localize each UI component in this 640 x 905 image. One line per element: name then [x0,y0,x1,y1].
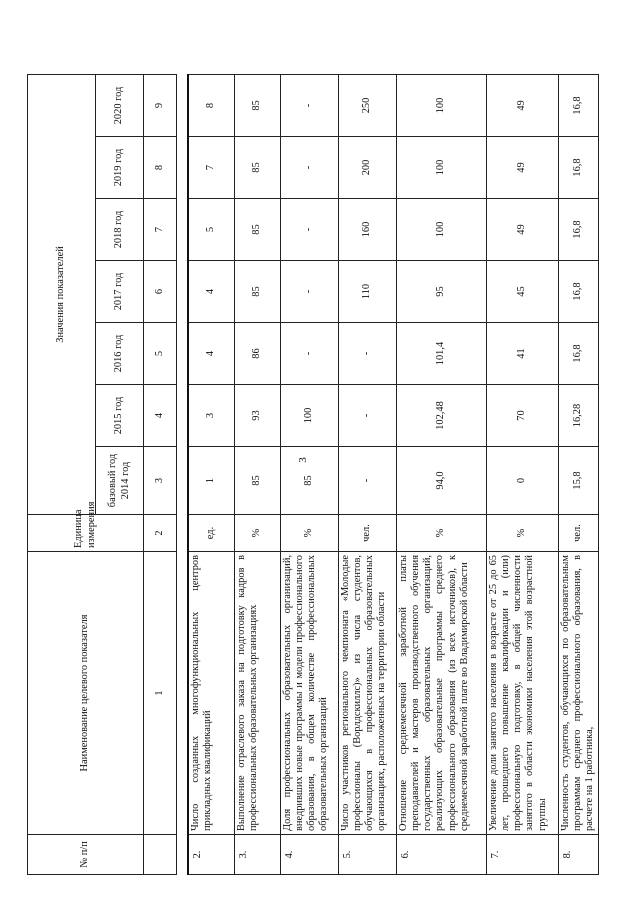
unit-cell: % [396,515,486,552]
indicators-table [27,12,599,875]
col-number: 3 [144,447,177,515]
unit-cell: % [280,515,338,552]
row-number: 5. [338,835,396,875]
value-cell: 100 [280,385,338,447]
value-cell: 16,8 [558,137,598,199]
col-number: 7 [144,199,177,261]
indicator-name: Доля профессиональных образовательных организаций, внедривших новые программы и модели профессионального образования, в общем количестве профессиональных образовательных организаций [280,552,338,835]
indicator-name: Число созданных многофункциональных центров прикладных квалификаций [188,552,234,835]
row-number: 6. [396,835,486,875]
header-year: 2019 год [96,137,144,199]
value-cell: 4 [188,261,234,323]
unit-cell: чел. [558,515,598,552]
header-year: 2015 год [96,385,144,447]
unit-cell: % [486,515,558,552]
value-cell: - [280,199,338,261]
header-name: Наименование целевого показателя [28,552,144,835]
col-number: 6 [144,261,177,323]
value-cell: 85 [234,447,280,515]
value-cell: 8 [188,74,234,136]
value-cell: 7 [188,137,234,199]
table-row [188,12,234,874]
value-cell: 94,0 [396,447,486,515]
header-base-year: базовый год 2014 год [96,447,144,515]
value-cell: 93 [234,385,280,447]
col-number: 4 [144,385,177,447]
table-row [558,12,598,874]
value-cell: 85 [280,447,338,515]
col-number: 5 [144,323,177,385]
table-row [486,12,558,874]
col-number: 8 [144,137,177,199]
header-year: 2018 год [96,199,144,261]
value-cell: 16,8 [558,74,598,136]
value-cell: 85 [234,74,280,136]
col-number: 2 [144,515,177,552]
indicator-name: Выполнение отраслевого заказа на подготовку кадров в профессиональных образовательных организациях [234,552,280,835]
value-cell: 100 [396,199,486,261]
table-row [234,12,280,874]
unit-cell: чел. [338,515,396,552]
table-row [396,12,486,874]
row-number: 2. [188,835,234,875]
table-row [280,12,338,874]
value-cell: - [280,323,338,385]
value-cell: 1 [188,447,234,515]
row-number: 7. [486,835,558,875]
value-cell: 16,8 [558,323,598,385]
value-cell: 16,8 [558,261,598,323]
value-cell: 100 [396,74,486,136]
page-number: 3 [296,457,309,463]
value-cell: 70 [486,385,558,447]
value-cell: 95 [396,261,486,323]
value-cell: 16,8 [558,199,598,261]
rotated-page [27,13,613,875]
value-cell: 86 [234,323,280,385]
value-cell: 100 [396,137,486,199]
value-cell: 200 [338,137,396,199]
value-cell: - [280,137,338,199]
value-cell: 85 [234,137,280,199]
row-number: 3. [234,835,280,875]
indicator-name: Увеличение доли занятого населения в возрасте от 25 до 65 лет, прошедшего повышение квалификации и (или) профессиональную подготовку, в общей численности занятого в области экономики населения этой возрастной группы [486,552,558,835]
value-cell: 5 [188,199,234,261]
unit-cell: ед. [188,515,234,552]
col-number: 1 [144,552,177,835]
header-unit: Единица измерения [28,515,144,552]
header-year: 2016 год [96,323,144,385]
row-number: 8. [558,835,598,875]
value-cell: - [338,385,396,447]
indicator-name: Число участников регионального чемпионата «Молодые профессионалы (Ворлдскиллс)» из числа студентов, обучающихся в профессиональных образовательных организациях, расположенных на территории области [338,552,396,835]
value-cell: - [280,261,338,323]
table-row [338,12,396,874]
value-cell: 3 [188,385,234,447]
value-cell: 45 [486,261,558,323]
value-cell: 250 [338,74,396,136]
indicator-name: Численность студентов, обучающихся по образовательным программам среднего профессионального образования, в расчете на 1 работника, [558,552,598,835]
unit-cell: % [234,515,280,552]
table-body [188,12,598,874]
header-year: 2020 год [96,74,144,136]
value-cell: 49 [486,199,558,261]
indicator-name: Отношение среднемесячной заработной платы преподавателей и мастеров производственного обучения государственных образовательных организаций, реализующих образовательные программы среднего профессионального образования (из всех источников), к среднемесячной заработной плате во Владимирской области [396,552,486,835]
value-cell: 16,28 [558,385,598,447]
header-values-group: Значения показателей [28,74,96,514]
value-cell: 85 [234,199,280,261]
value-cell: 15,8 [558,447,598,515]
table-header [28,12,189,874]
header-year: 2017 год [96,261,144,323]
header-num: № п/п [28,835,144,875]
value-cell: 102,48 [396,385,486,447]
value-cell: - [338,323,396,385]
value-cell: 41 [486,323,558,385]
value-cell: - [280,74,338,136]
row-number: 4. [280,835,338,875]
col-number: 9 [144,74,177,136]
value-cell: 110 [338,261,396,323]
value-cell: 160 [338,199,396,261]
value-cell: 49 [486,137,558,199]
value-cell: 85 [234,261,280,323]
value-cell: - [338,447,396,515]
col-number-blank [144,835,177,875]
value-cell: 4 [188,323,234,385]
value-cell: 49 [486,74,558,136]
value-cell: 0 [486,447,558,515]
value-cell: 101,4 [396,323,486,385]
